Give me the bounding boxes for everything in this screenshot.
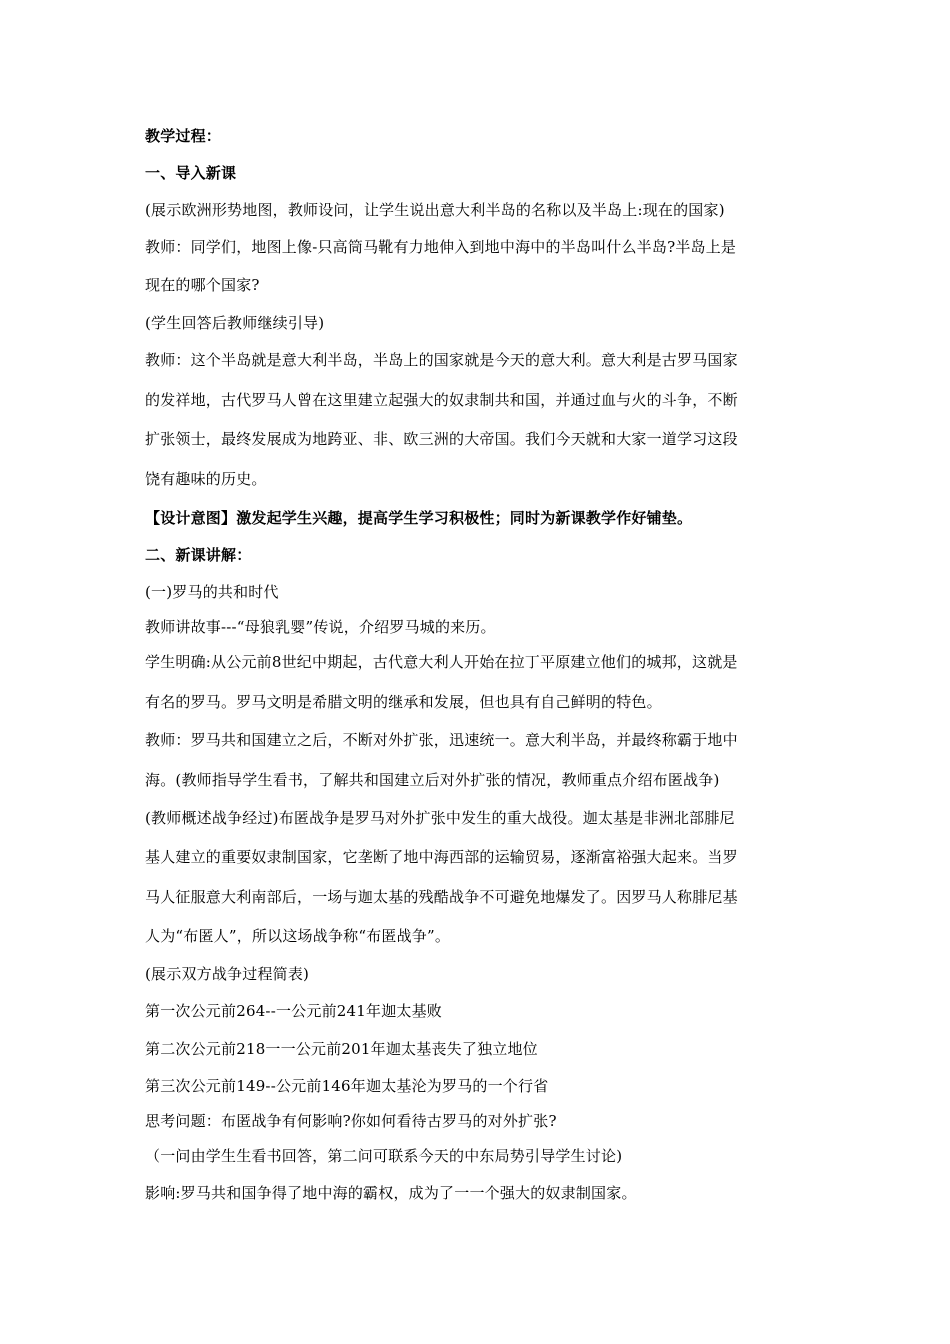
text-line: 思考问题：布匿战争有何影响?你如何看待古罗马的对外扩张?	[145, 1112, 557, 1130]
text-line: 基人建立的重要奴隶制国家，它垄断了地中海西部的运输贸易，逐渐富裕强大起来。当罗	[145, 848, 738, 866]
section-heading-process: 教学过程：	[145, 127, 222, 145]
text-line: 的发祥地，古代罗马人曾在这里建立起强大的奴隶制共和国，并通过血与火的斗争，不断	[145, 391, 738, 409]
text-line: (教师概述战争经过)布匿战争是罗马对外扩张中发生的重大战役。迦太基是非洲北部腓尼	[145, 809, 735, 827]
text-line: 学生明确:从公元前8世纪中期起，古代意大利人开始在拉丁平原建立他们的城邦，这就是	[145, 653, 738, 671]
subsection-heading: (一)罗马的共和时代	[145, 583, 279, 601]
design-intent: 【设计意图】激发起学生兴趣，提高学生学习积极性；同时为新课教学作好铺垫。	[145, 509, 693, 527]
text-line: 教师：这个半岛就是意大利半岛，半岛上的国家就是今天的意大利。意大利是古罗马国家	[145, 351, 738, 369]
text-line: 影响:罗马共和国争得了地中海的霸权，成为了一一个强大的奴隶制国家。	[145, 1184, 637, 1202]
text-line: (展示欧洲形势地图，教师设问，让学生说出意大利半岛的名称以及半岛上:现在的国家)	[145, 201, 725, 219]
text-line: 第一次公元前264--一公元前241年迦太基败	[145, 1002, 442, 1020]
section-heading-lecture: 二、新课讲解：	[145, 546, 252, 564]
section-heading-intro: 一、导入新课	[145, 164, 237, 182]
text-line: (展示双方战争过程简表)	[145, 965, 310, 983]
text-line: 有名的罗马。罗马文明是希腊文明的继承和发展，但也具有自己鲜明的特色。	[145, 693, 662, 711]
text-line: 教师讲故事---“母狼乳婴”传说，介绍罗马城的来历。	[145, 618, 496, 636]
text-line: （一问由学生生看书回答，第二问可联系今天的中东局势引导学生讨论)	[145, 1147, 623, 1165]
text-line: (学生回答后教师继续引导)	[145, 314, 325, 332]
text-line: 扩张领士，最终发展成为地跨亚、非、欧三洲的大帝国。我们今天就和大家一道学习这段	[145, 430, 738, 448]
text-line: 饶有趣味的历史。	[145, 470, 267, 488]
text-line: 第三次公元前149--公元前146年迦太基沦为罗马的一个行省	[145, 1077, 549, 1095]
text-line: 第二次公元前218一一公元前201年迦太基丧失了独立地位	[145, 1040, 538, 1058]
text-line: 人为“布匿人”，所以这场战争称“布匿战争”。	[145, 927, 451, 945]
text-line: 教师：同学们，地图上像-只高筒马靴有力地伸入到地中海中的半岛叫什么半岛?半岛上是	[145, 238, 737, 256]
text-line: 教师：罗马共和国建立之后，不断对外扩张，迅速统一。意大利半岛，并最终称霸于地中	[145, 731, 738, 749]
text-line: 马人征服意大利南部后，一场与迦太基的残酷战争不可避免地爆发了。因罗马人称腓尼基	[145, 888, 738, 906]
text-line: 现在的哪个国家?	[145, 276, 260, 294]
text-line: 海。(教师指导学生看书，了解共和国建立后对外扩张的情况，教师重点介绍布匿战争)	[145, 771, 720, 789]
